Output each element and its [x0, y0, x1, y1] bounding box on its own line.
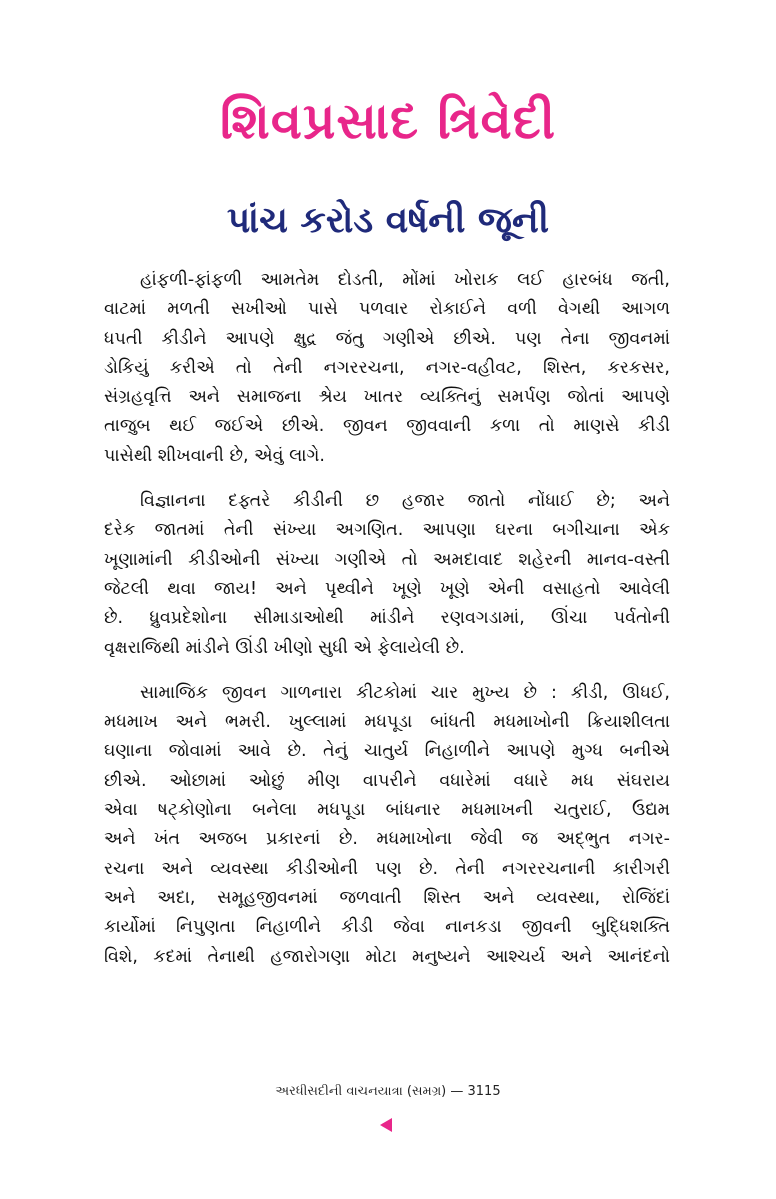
text-line: ખૂણામાંની કીડીઓની સંખ્યા ગણીએ તો અમદાવાદ શહેરની માનવ-વસ્તી [104, 549, 670, 570]
text-line: તાજુબ થઈ જઈએ છીએ. જીવન જીવવાની કળા તો માણસે કીડી [104, 416, 670, 437]
text-line: સંગ્રહવૃત્તિ અને સમાજના શ્રેય ખાતર વ્યક્તિનું સમર્પણ જોતાં આપણે [104, 387, 670, 408]
text-line: અને અદા, સમૂહજીવનમાં જળવાતી શિસ્ત અને વ્યવસ્થા, રોજિંદાં [104, 887, 670, 908]
text-line: છીએ. ઓછામાં ઓછું મીણ વાપરીને વધારેમાં વધારે મધ સંઘરાય [104, 770, 670, 791]
text-line: એવા ષટ્કોણોના બનેલા મધપૂડા બાંધનાર મધમાખની ચતુરાઈ, ઉદ્યમ [104, 800, 670, 821]
text-line: છે. ધ્રુવપ્રદેશોના સીમાડાઓથી માંડીને રણવગડામાં, ઊંચા પર્વતોની [104, 608, 670, 629]
text-line: પાસેથી શીખવાની છે, એવું લાગે. [104, 445, 325, 466]
text-line: જેટલી થવા જાય! અને પૃથ્વીને ખૂણે ખૂણે એની વસાહતો આવેલી [104, 578, 670, 599]
text-line: કાર્યોમાં નિપુણતા નિહાળીને કીડી જેવા નાનકડા જીવની બુદ્ધિશક્તિ [104, 917, 670, 938]
text-line: હાંફળી-ફાંફળી આમતેમ દોડતી, મોંમાં ખોરાક લઈ હારબંધ જતી, [140, 270, 670, 290]
previous-page-arrow-icon[interactable] [380, 1118, 392, 1132]
text-line: વિજ્ઞાનના દફ્તરે કીડીની છ હજાર જાતો નોંધાઈ છે; અને [140, 491, 670, 512]
text-line: સામાજિક જીવન ગાળનારા કીટકોમાં ચાર મુખ્ય છે : કીડી, ઊધઈ, [140, 682, 670, 703]
text-line: રચના અને વ્યવસ્થા કીડીઓની પણ છે. તેની નગરરચનાની કારીગરી [104, 858, 670, 879]
text-line: અને ખંત અજબ પ્રકારનાં છે. મધમાખોના જેવી જ અદ્ભુત નગર- [104, 829, 670, 850]
article-body [104, 266, 670, 988]
text-line: ડોકિયું કરીએ તો તેની નગરરચના, નગર-વહીવટ, શિસ્ત, કરકસર, [104, 357, 670, 378]
text-line: વૃક્ષરાજિથી માંડીને ઊંડી ખીણો સુધી એ ફેલાયેલી છે. [104, 637, 465, 658]
article-title: પાંચ કરોડ વર્ષની જૂની [226, 200, 550, 241]
text-line: વિશે, કદમાં તેનાથી હજારોગણા મોટા મનુષ્યને આશ્ચર્ય અને આનંદનો [104, 946, 670, 967]
author-name: શિવપ્રસાદ ત્રિવેદી [219, 92, 556, 150]
text-line: ધપતી કીડીને આપણે ક્ષુદ્ર જંતુ ગણીએ છીએ. પણ તેના જીવનમાં [104, 328, 670, 349]
text-line: મધમાખ અને ભમરી. ખુલ્લામાં મધપૂડા બાંધતી મધમાખોની ક્રિયાશીલતા [104, 712, 670, 733]
text-line: વાટમાં મળતી સખીઓ પાસે પળવાર રોકાઈને વળી વેગથી આગળ [104, 299, 670, 320]
paragraph-3 [104, 679, 670, 972]
page-footer: અરધીસદીની વાચનયાત્રા (સમગ્ર) — 3115 [275, 1084, 501, 1099]
paragraph-2 [104, 487, 670, 663]
paragraph-1 [104, 266, 670, 471]
text-line: દરેક જાતમાં તેની સંખ્યા અગણિત. આપણા ઘરના બગીચાના એક [104, 520, 670, 541]
text-line: ઘણાના જોવામાં આવે છે. તેનું ચાતુર્ય નિહાળીને આપણે મુગ્ધ બનીએ [104, 741, 670, 762]
